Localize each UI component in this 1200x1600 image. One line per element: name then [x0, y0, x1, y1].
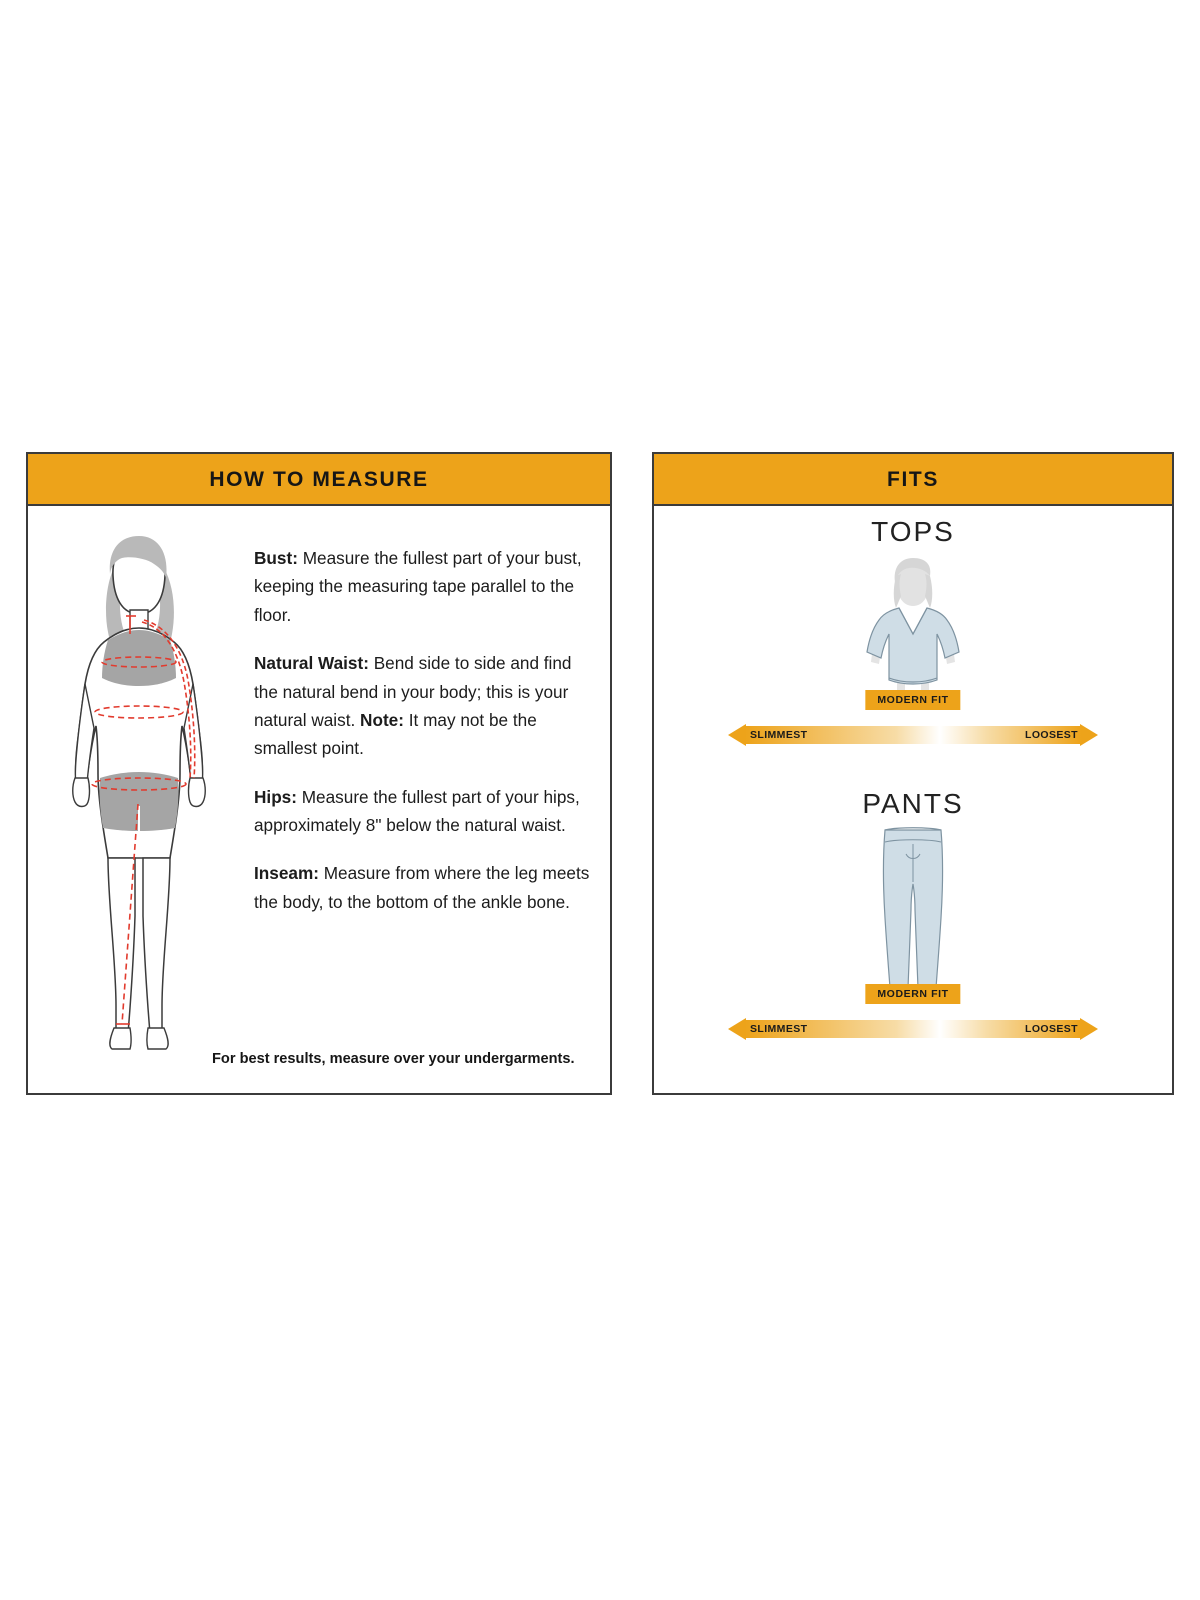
- fits-panel: [652, 452, 1174, 1095]
- fits-title-tops: TOPS: [871, 516, 955, 547]
- measure-item-bust: [254, 544, 592, 629]
- measure-item-natural-waist: [254, 649, 592, 763]
- how-to-measure-panel: [26, 452, 612, 1095]
- measure-term-note: Note:: [360, 709, 404, 730]
- measure-term-hips: Hips:: [254, 786, 297, 807]
- measure-item-inseam: [254, 859, 592, 916]
- fits-header: FITS: [654, 454, 1172, 506]
- measure-desc-inseam: Measure from where the leg meets the body, to the bottom of the ankle bone.: [254, 863, 590, 912]
- scrub-top-illustration: [654, 552, 1172, 702]
- how-to-measure-header: HOW TO MEASURE: [28, 454, 610, 506]
- fit-badge-tops: MODERN FIT: [865, 690, 960, 710]
- fits-section-pants: [654, 788, 1172, 1078]
- fits-section-tops: [654, 516, 1172, 786]
- fits-title-pants: PANTS: [862, 788, 964, 819]
- fit-badge-pants: MODERN FIT: [865, 984, 960, 1004]
- fit-scale-label-slimmest-tops: SLIMMEST: [750, 729, 808, 741]
- measure-item-hips: [254, 783, 592, 840]
- measure-term-bust: Bust:: [254, 548, 298, 568]
- scrub-pants-illustration: [654, 824, 1172, 994]
- measure-instructions: [254, 544, 592, 936]
- measure-footnote: For best results, measure over your undergarments.: [212, 1051, 575, 1067]
- fit-scale-label-loosest-pants: LOOSEST: [1025, 1023, 1078, 1035]
- fit-scale-pants: [728, 1016, 1098, 1042]
- measure-term-inseam: Inseam:: [254, 863, 319, 884]
- how-to-measure-body: [28, 506, 610, 1093]
- fits-body: [654, 506, 1172, 1093]
- measure-desc-bust: Measure the fullest part of your bust, keeping the measuring tape parallel to the floor.: [254, 548, 582, 625]
- measure-desc-note: It may not be the smallest point.: [254, 709, 537, 759]
- fit-scale-tops: [728, 722, 1098, 748]
- female-body-measurement-diagram: [42, 516, 252, 1056]
- fit-scale-label-slimmest-pants: SLIMMEST: [750, 1023, 808, 1035]
- measure-desc-hips: Measure the fullest part of your hips, approximately 8" below the natural waist.: [254, 786, 580, 835]
- measure-desc-natural-waist: Bend side to side and find the natural bend in your body; this is your natural waist.: [254, 653, 572, 730]
- fit-scale-label-loosest-tops: LOOSEST: [1025, 729, 1078, 741]
- measure-term-natural-waist: Natural Waist:: [254, 653, 369, 674]
